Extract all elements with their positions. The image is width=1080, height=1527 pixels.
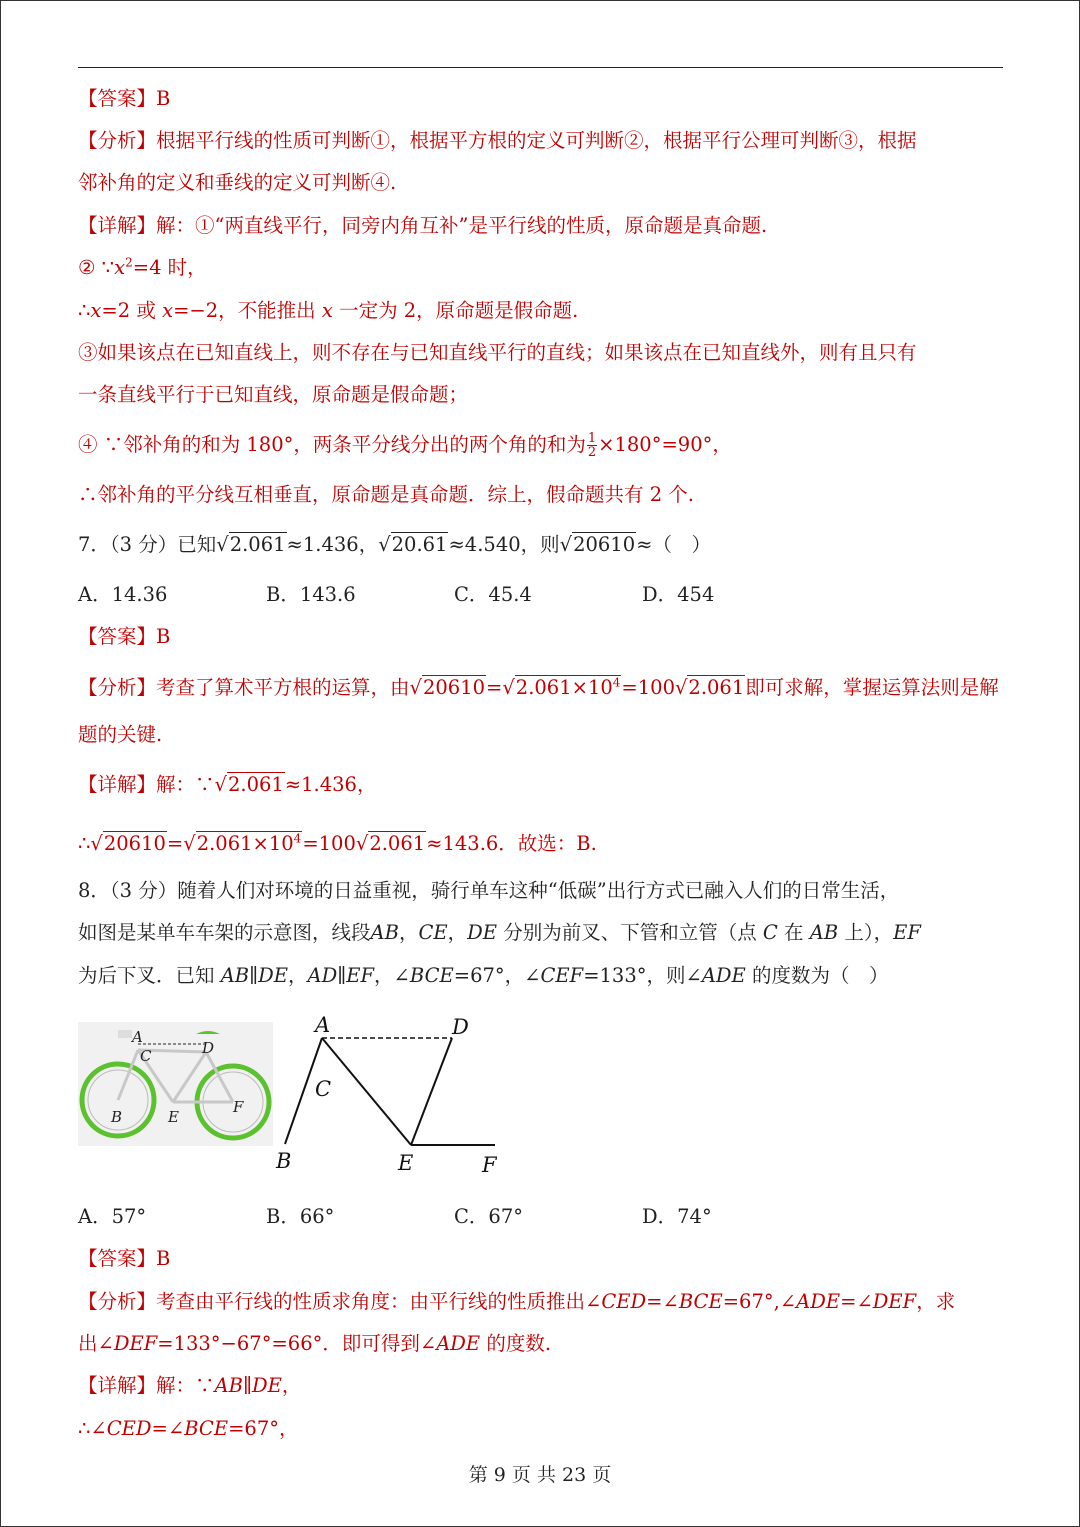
q8-stem-line3: 为后下叉．已知 AB∥DE，AD∥EF，∠BCE=67°，∠CEF=133°，则∠ADE 的度数为（ ） [78, 964, 889, 987]
photo-label-b: B [111, 1108, 123, 1126]
q6-analysis-line2: 邻补角的定义和垂线的定义可判断④. [78, 171, 397, 194]
q8-stem-line2: 如图是某单车车架的示意图，线段AB，CE，DE 分别为前叉、下管和立管（点 C 在 AB 上），EF [78, 921, 921, 944]
photo-label-f: F [233, 1098, 244, 1116]
label-f: F [482, 1153, 497, 1177]
q7-detail-line2: $\therefore√20610=√2.061\times 10^4=100√2.061\approx 143.6$．故选：B. [78, 831, 597, 855]
q8-option-d: D．74° [642, 1205, 712, 1228]
q8-answer: 【答案】B [78, 1247, 171, 1270]
q7-option-c: C．45.4 [454, 583, 532, 606]
photo-label-d: D [202, 1039, 215, 1057]
geometry-diagram [272, 1010, 512, 1180]
segment-ce [322, 1038, 411, 1145]
q8-option-a: A．57° [78, 1205, 147, 1228]
q8-option-b: B．66° [266, 1205, 335, 1228]
q6-detail-line2: ② $\because x^2=4$ 时， [78, 255, 207, 279]
q8-detail-line1: 【详解】解：∵AB∥DE， [78, 1374, 302, 1397]
segment-de [411, 1038, 452, 1145]
label-d: D [452, 1015, 469, 1039]
label-c: C [315, 1077, 332, 1101]
q7-option-b: B．143.6 [266, 583, 356, 606]
q8-stem-line1: 8．（3 分）随着人们对环境的日益重视，骑行单车这种“低碳”出行方式已融入人们的日常生活， [78, 879, 900, 902]
header-rule [78, 67, 1003, 68]
q6-detail-line5: 一条直线平行于已知直线，原命题是假命题； [78, 383, 469, 406]
q8-detail-line2: ∴∠CED=∠BCE=67°， [78, 1417, 299, 1440]
q6-detail-line3: ∴x=2 或 x=−2，不能推出 x 一定为 2，原命题是假命题. [78, 299, 579, 322]
q7-option-a: A．14.36 [78, 583, 168, 606]
q8-analysis-line1: 【分析】考查由平行线的性质求角度：由平行线的性质推出∠CED=∠BCE=67°,∠ADE=∠DEF，求 [78, 1290, 956, 1313]
page-footer: 第 9 页 共 23 页 [468, 1464, 612, 1486]
label-a: A [315, 1013, 331, 1037]
q6-analysis-line1: 【分析】根据平行线的性质可判断①，根据平方根的定义可判断②，根据平行公理可判断③，根据 [78, 129, 917, 152]
photo-label-a: A [132, 1028, 143, 1046]
bicycle-photo [78, 1022, 273, 1146]
label-e: E [398, 1151, 414, 1175]
q7-stem: 7．（3 分）已知√2.061≈1.436，√20.61≈4.540，则√20610≈（ ） [78, 533, 711, 556]
fraction-half: $\frac{1}{2}$ [587, 431, 597, 460]
q7-analysis-line2: 题的关键. [78, 723, 163, 746]
q6-answer: 【答案】B [78, 87, 171, 110]
q6-detail-line4: ③如果该点在已知直线上，则不存在与已知直线平行的直线；如果该点在已知直线外，则有且只有 [78, 341, 917, 364]
q7-analysis-line1: 【分析】考查了算术平方根的运算，由$√20610=√2.061\times 10^4=100√2.061$即可求解，掌握运算法则是解 [78, 675, 999, 699]
q8-option-c: C．67° [454, 1205, 523, 1228]
q6-detail-line6: ④ ∵邻补角的和为 180°，两条平分线分出的两个角的和为 $\frac{1}{2}$ ×180°=90°， [78, 431, 732, 460]
q7-option-d: D．454 [642, 583, 715, 606]
photo-label-c: C [140, 1047, 152, 1065]
photo-label-e: E [168, 1108, 179, 1126]
q8-analysis-line2: 出∠DEF=133°−67°=66°．即可得到∠ADE 的度数. [78, 1332, 552, 1355]
q6-detail-line1: 【详解】解：①“两直线平行，同旁内角互补”是平行线的性质，原命题是真命题. [78, 214, 768, 237]
label-b: B [276, 1149, 292, 1173]
q6-detail-line7: ∴邻补角的平分线互相垂直，原命题是真命题．综上，假命题共有 2 个. [78, 483, 695, 506]
q7-answer: 【答案】B [78, 625, 171, 648]
q7-detail-line1: 【详解】解：∵√2.061≈1.436， [78, 773, 377, 796]
